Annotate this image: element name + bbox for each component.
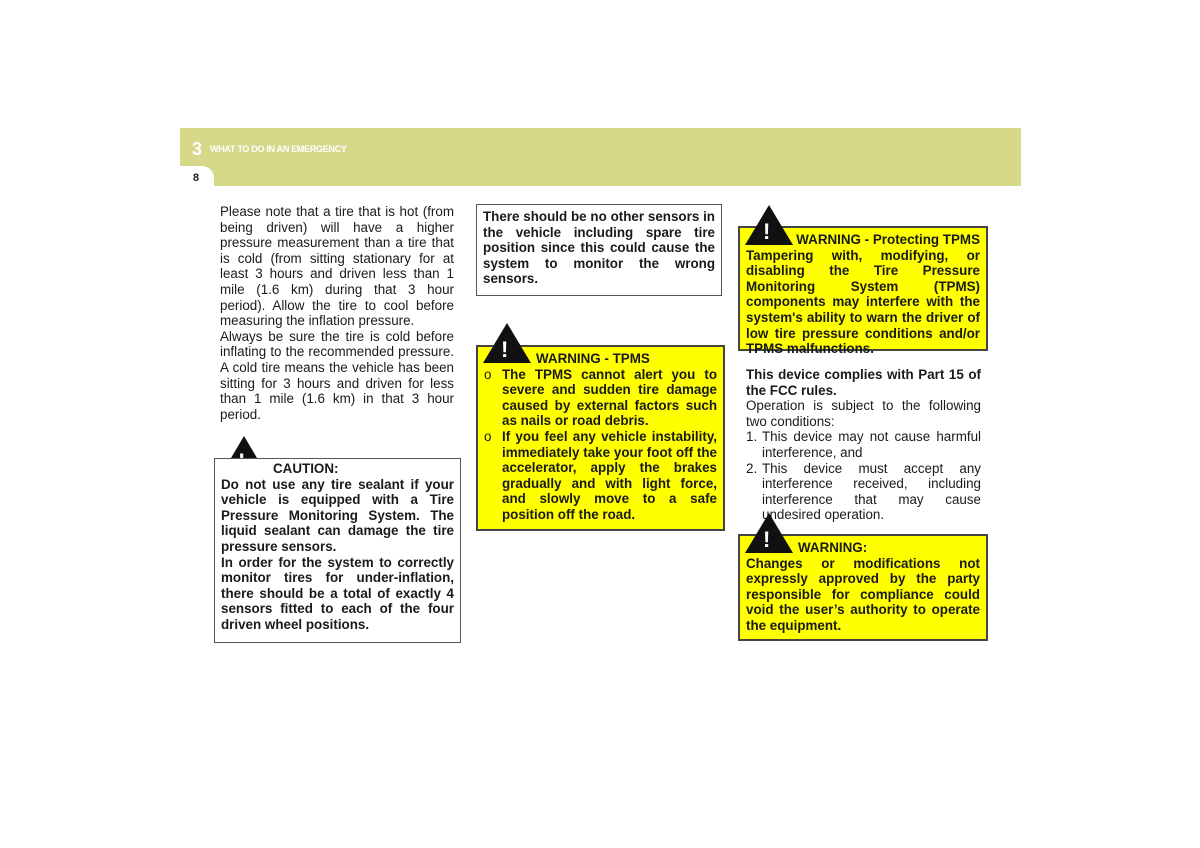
- warning-tpms-title: WARNING - TPMS: [536, 351, 650, 366]
- bullet-marker: o: [484, 366, 492, 382]
- page-number: 8: [193, 172, 200, 184]
- warning-protecting-title: WARNING - Protecting TPMS: [796, 232, 980, 247]
- cold-tire-paragraph: Always be sure the tire is cold before inflating to the recommended pressure. A cold tire means the vehicle has been sitting for 3 hours and driven for less than 1 mile (1.6 km) in that 3 hour period.: [220, 328, 454, 422]
- warning-tpms-box: [476, 345, 725, 531]
- chapter-number: 3: [192, 139, 203, 159]
- caution-title: CAUTION:: [273, 461, 339, 476]
- bullet-marker: o: [484, 428, 492, 444]
- warning-changes-text: Changes or modifications not expressly approved by the party responsible for compliance could void the user’s authority to operate the equipment.: [746, 555, 980, 633]
- fcc-conditions-list: [746, 429, 981, 523]
- exclamation-icon: !: [763, 219, 771, 244]
- sensor-note-text: There should be no other sensors in the vehicle including spare tire position since this could cause the system to monitor the wrong sensors.: [483, 209, 715, 287]
- list-item: 1. This device may not cause harmful interference, and: [746, 429, 981, 460]
- exclamation-icon: !: [501, 337, 509, 362]
- list-item: o The TPMS cannot alert you to severe and sudden tire damage caused by external factors such as nails or road debris.: [484, 366, 717, 429]
- warning-protecting-text: Tampering with, modifying, or disabling the Tire Pressure Monitoring System (TPMS) components may interfere with the system's ability to warn the driver of low tire pressure conditions and/or TPMS malfunctions.: [746, 247, 980, 357]
- list-item: 2. This device must accept any interference received, including interference that may cause undesired operation.: [746, 460, 981, 523]
- chapter-header-band: [180, 128, 1021, 186]
- warning-changes-title: WARNING:: [798, 540, 868, 555]
- fcc-heading: This device complies with Part 15 of the FCC rules.: [746, 367, 981, 398]
- tire-temperature-text: [220, 204, 454, 422]
- chapter-title: WHAT TO DO IN AN EMERGENCY: [210, 144, 347, 154]
- warning-tpms-list: [484, 367, 717, 523]
- fcc-compliance-section: [746, 367, 981, 523]
- exclamation-icon: !: [763, 527, 771, 552]
- caution-box: [214, 458, 461, 643]
- sensor-note-box: [476, 204, 722, 296]
- caution-sensors-text: In order for the system to correctly monitor tires for under-inflation, there should be a total of exactly 4 sensors fitted to each of the four driven wheel positions.: [221, 554, 454, 632]
- fcc-intro: Operation is subject to the following two conditions:: [746, 398, 981, 429]
- caution-sealant-text: Do not use any tire sealant if your vehicle is equipped with a Tire Pressure Monitoring System. The liquid sealant can damage the tire pressure sensors.: [221, 476, 454, 554]
- list-item: o If you feel any vehicle instability, immediately take your foot off the accelerator, apply the brakes gradually and with light force, and slowly move to a safe position off the road.: [484, 428, 717, 522]
- hot-tire-paragraph: Please note that a tire that is hot (from being driven) will have a higher pressure measurement than a tire that is cold (from sitting stationary for at least 3 hours and driven less than 1 mile (1.6 km) during that 3 hour period). Allow the tire to cool before measuring the inflation pressure.: [220, 204, 454, 329]
